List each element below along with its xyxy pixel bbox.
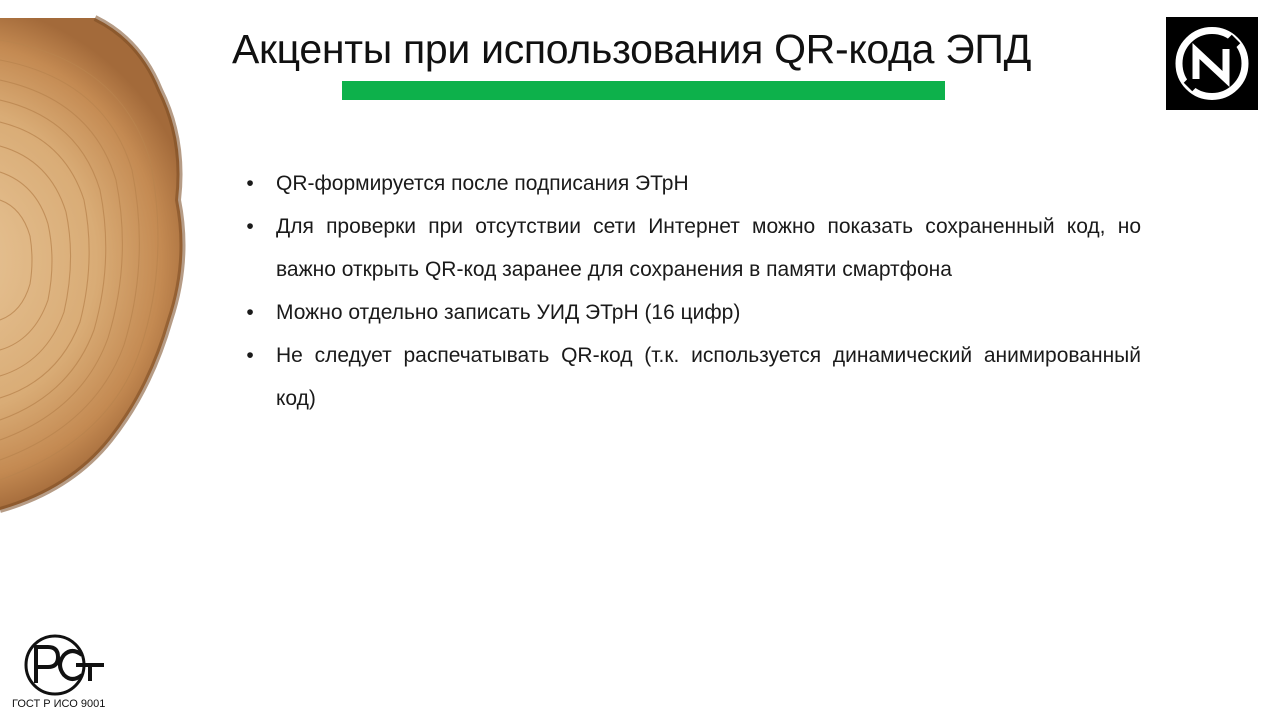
bullet-item	[244, 334, 1141, 420]
certification-label: ГОСТ Р ИСО 9001	[12, 698, 106, 710]
slide-title: Акценты при использования QR-кода ЭПД	[232, 26, 1032, 72]
title-accent-bar	[342, 81, 945, 100]
bullet-text: QR-формируется после подписания ЭТрН	[276, 172, 689, 195]
wood-slice-image	[0, 0, 190, 520]
bullet-item	[244, 162, 1141, 205]
gost-certification-icon	[24, 633, 110, 697]
bullet-marker: •	[246, 344, 254, 367]
bullet-text: Можно отдельно записать УИД ЭТрН (16 цифр)	[276, 301, 741, 324]
bullet-marker: •	[246, 172, 254, 195]
bullet-marker: •	[246, 215, 254, 238]
company-logo-icon	[1166, 17, 1258, 110]
bullet-list	[244, 162, 1141, 420]
bullet-text: Для проверки при отсутствии сети Интернет можно показать сохраненный код, но важно открыть QR-код заранее для сохранения в памяти смартфона	[276, 215, 1141, 281]
bullet-item	[244, 291, 1141, 334]
bullet-text: Не следует распечатывать QR-код (т.к. используется динамический анимированный код)	[276, 344, 1141, 410]
bullet-item	[244, 205, 1141, 291]
bullet-marker: •	[246, 301, 254, 324]
